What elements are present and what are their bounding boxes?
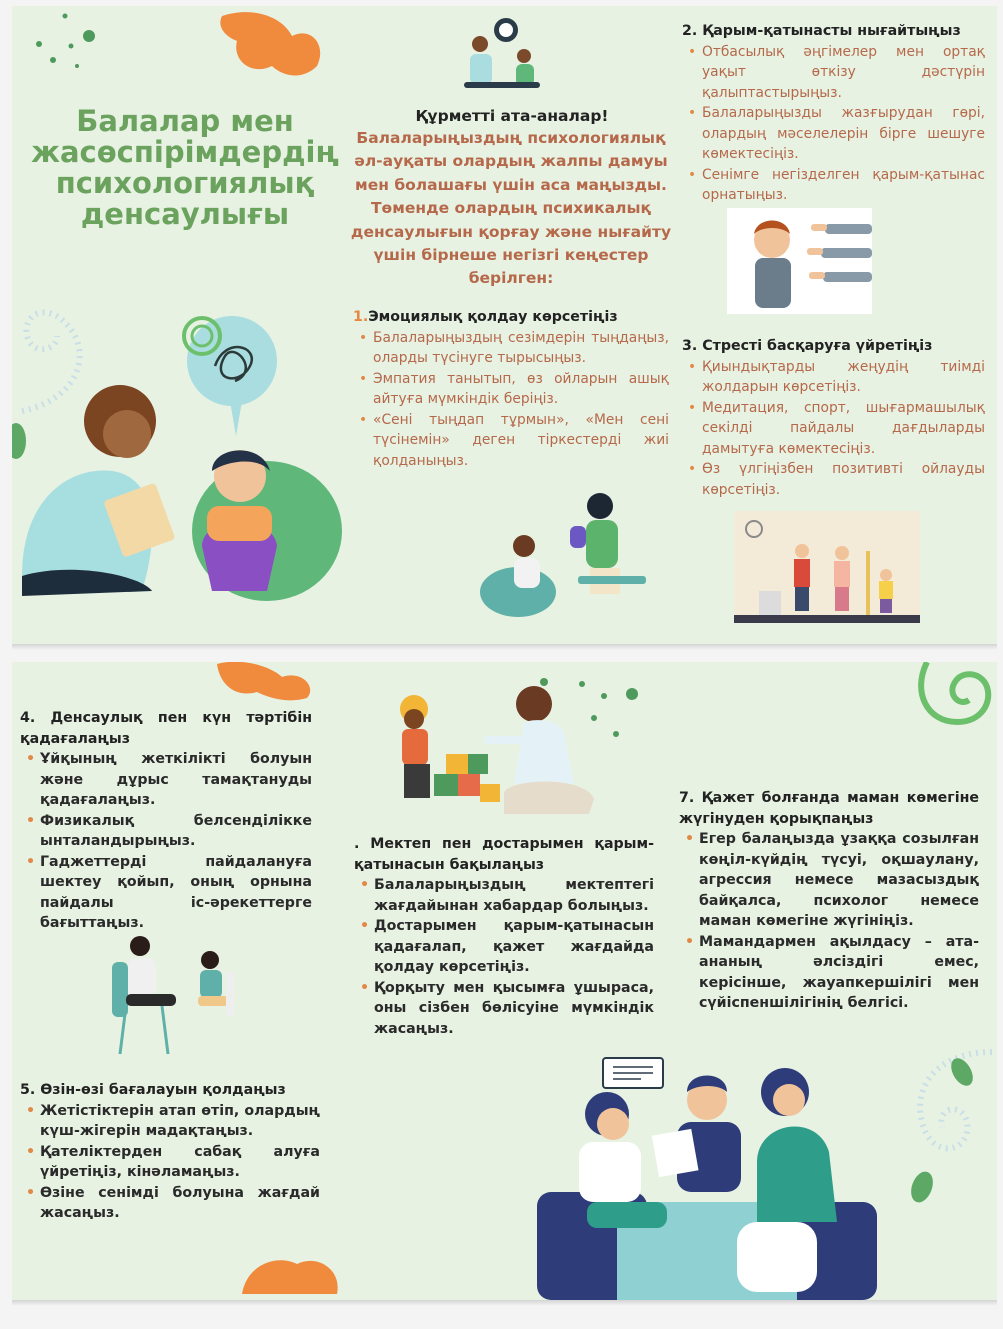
list-item: • Отбасылық әңгімелер мен ортақ уақыт өткізу дәстүрін қалыптастырыңыз.	[682, 42, 985, 104]
list-item: • Гаджеттерді пайдалануға шектеу қойып, оның орнына пайдалы іс-әрекеттерге бағыттаңыз.	[20, 852, 312, 934]
list-item: • Өз үлгіңізбен позитивті ойлауды көрсетіңіз.	[682, 459, 985, 500]
section-2	[682, 21, 985, 206]
section-2-title: 2. Қарым-қатынасты нығайтыңыз	[682, 23, 961, 39]
counselor-child-illustration	[478, 484, 648, 624]
dots-decoration	[17, 6, 107, 76]
playing-blocks-illustration	[384, 674, 654, 824]
page-divider	[12, 644, 997, 650]
list-item: • Ұйқының жеткілікті болуын және дұрыс тамақтануды қадағалаңыз.	[20, 749, 312, 811]
section-4-title: 4. Денсаулық пен күн тәртібін қадағалаңыз	[20, 710, 312, 747]
page-divider	[12, 1300, 997, 1306]
section-7-list	[679, 829, 979, 1014]
section-6	[354, 834, 654, 1039]
list-item: • Қателіктерден сабақ алуға үйретіңіз, кінәламаңыз.	[20, 1142, 320, 1183]
list-item: • Мамандармен ақылдасу – ата-ананың әлсіздігі емес, керісінше, жауапкершілігі мен сүйіспеншілігінің белгісі.	[679, 932, 979, 1014]
section-1-list	[353, 328, 669, 472]
section-7-title: 7. Қажет болғанда маман көмегіне жүгінуден қорықпаңыз	[679, 790, 979, 827]
orange-leaf-icon	[237, 1254, 347, 1300]
psychologist-consultation-illustration	[537, 1052, 887, 1300]
list-item: • Медитация, спорт, шығармашылық секілді пайдалы дағдыларды дамытуға көмектесіңіз.	[682, 398, 985, 460]
section-1	[353, 307, 669, 471]
section-3-list	[682, 357, 985, 501]
section-5-title: 5. Өзін-өзі бағалауын қолдаңыз	[20, 1082, 286, 1098]
list-item: • Жетістіктерін атап өтіп, олардың күш-жігерін мадақтаңыз.	[20, 1101, 320, 1142]
list-item: • Достарымен қарым-қатынасын қадағалап, қажет жағдайда қолдау көрсетіңіз.	[354, 916, 654, 978]
intro-text: Балаларыңыздың психологиялық әл-ауқаты олардың жалпы дамуы мен болашағы үшін аса маңызды. Төменде олардың психикалық денсаулығын қорғау және нығайту үшін бірнеше негізгі кеңестер берілген:	[350, 129, 672, 288]
list-item: • Балаларыңыздың мектептегі жағдайынан хабардар болыңыз.	[354, 875, 654, 916]
section-3	[682, 336, 985, 500]
list-item: • Эмпатия танытып, өз ойларын ашық айтуға мүмкіндік беріңіз.	[353, 369, 669, 410]
section-4-list	[20, 749, 312, 934]
section-1-title: 1.Эмоциялық қолдау көрсетіңіз	[353, 309, 618, 325]
section-3-title: 3. Стресті басқаруға үйретіңіз	[682, 338, 933, 354]
page-title: Балалар мен жасөспірімдердің психологиялық денсаулығы	[31, 104, 339, 231]
parent-daughter-conversation-illustration	[104, 932, 244, 1062]
section-5-list	[20, 1101, 320, 1224]
list-item: • «Сені тыңдап тұрмын», «Мен сені түсінемін» деген тіркестерді жиі қолданыңыз.	[353, 410, 669, 472]
section-4	[20, 708, 312, 934]
stressed-family-illustration	[734, 511, 920, 623]
orange-leaf-icon	[212, 662, 322, 702]
list-item: • Балаларыңыздың сезімдерін тыңдаңыз, оларды түсінуге тырысыңыз.	[353, 328, 669, 369]
section-6-title: . Мектеп пен достарымен қарым-қатынасын бақылаңыз	[354, 836, 654, 873]
brochure-page-1	[12, 6, 997, 644]
brochure-page-2	[12, 662, 997, 1300]
section-5	[20, 1080, 320, 1224]
blamed-child-illustration	[727, 208, 872, 314]
section-2-list	[682, 42, 985, 206]
list-item: • Балаларыңызды жазғырудан гөрі, олардың мәселелерін бірге шешуге көмектесіңіз.	[682, 103, 985, 165]
list-item: • Өзіне сенімді болуына жағдай жасаңыз.	[20, 1183, 320, 1224]
list-item: • Егер балаңызда ұзаққа созылған көңіл-күйдің түсуі, оқшаулану, агрессия немесе мазасыздық байқалса, психолог немесе маман көмегіне жүгініңіз.	[679, 829, 979, 932]
green-spiral-icon	[907, 662, 997, 732]
list-item: • Физикалық белсенділікке ынталандырыңыз.	[20, 811, 312, 852]
list-item: • Қиындықтарды жеңудің тиімді жолдарын көрсетіңіз.	[682, 357, 985, 398]
orange-leaf-icon	[212, 6, 332, 86]
parent-child-illustration	[12, 376, 342, 606]
talking-people-icon	[462, 16, 542, 96]
list-item: • Қорқыту мен қысымға ұшыраса, оны сізбен бөлісуіне мүмкіндік жасаңыз.	[354, 978, 654, 1040]
section-7	[679, 788, 979, 1014]
list-item: • Сенімге негізделген қарым-қатынас орнатыңыз.	[682, 165, 985, 206]
section-6-list	[354, 875, 654, 1039]
greeting: Құрметті ата-аналар!	[415, 107, 609, 125]
